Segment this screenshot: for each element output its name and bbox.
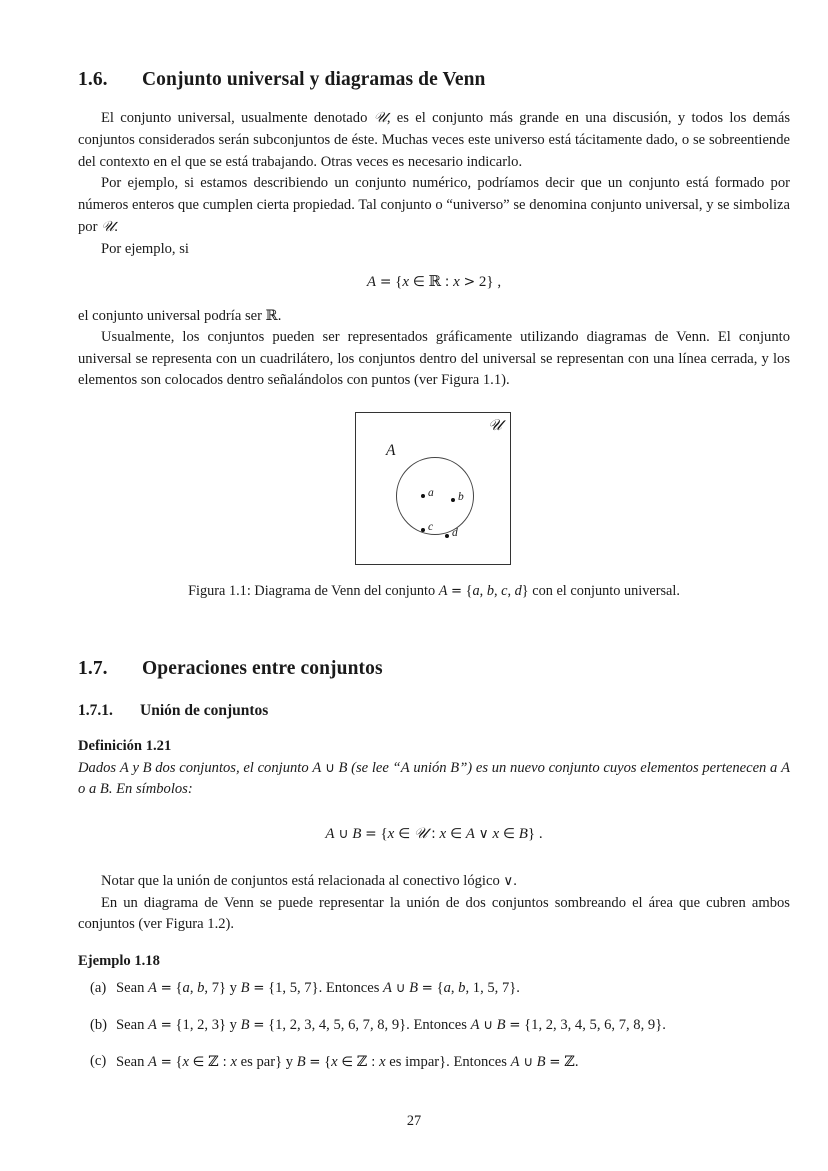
section-heading-1-6 [78,68,790,91]
section-number: 1.6. [78,69,108,90]
section-heading-1-7 [78,657,790,680]
equation-union-definition: A ∪ B = {x ∈ 𝒰 : x ∈ A ∨ x ∈ B} . [325,823,543,842]
list-item-text-c: Sean A = {x ∈ ℤ : x es par} y B = {x ∈ ℤ : x es impar}. Entonces A ∪ B = ℤ. [116,1053,579,1071]
paragraph-union-logical-connective: Notar que la unión de conjuntos está relacionada al conectivo lógico ∨. [101,872,517,889]
paragraph-universal-could-be-R: el conjunto universal podría ser ℝ. [78,306,282,324]
element-dot-c [421,528,425,532]
element-label-c: c [428,520,434,533]
list-item-label-c: (c) [90,1053,107,1070]
list-item [78,978,790,1000]
figure-caption-1-1: Figura 1.1: Diagrama de Venn del conjunto A = {a, b, c, d} con el conjunto universal. [188,582,680,599]
list-item [78,1015,790,1037]
equation-set-A-reals: A = {x ∈ ℝ : x > 2} , [366,271,502,290]
section-title-1-7: Operaciones entre conjuntos [142,657,383,679]
list-item [78,1051,790,1074]
section-title: Conjunto universal y diagramas de Venn [142,69,486,90]
paragraph-venn-union-shading: En un diagrama de Venn se puede representar la unión de dos conjuntos sombreando el área que cubren ambos conjuntos (ver Figura 1.2). [78,894,790,933]
paragraph-por-ejemplo-si: Por ejemplo, si [101,240,189,257]
page-number: 27 [406,1113,422,1129]
subsection-number: 1.7.1. [78,701,113,719]
subsection-heading-1-7-1 [78,702,790,721]
element-dot-b [451,498,455,502]
element-dot-a [421,494,425,498]
list-item-text-b: Sean A = {1, 2, 3} y B = {1, 2, 3, 4, 5, 6, 7, 8, 9}. Entonces A ∪ B = {1, 2, 3, 4, 5, 6, 7, 8, 9}. [116,1016,666,1033]
paragraph-venn-description: Usualmente, los conjuntos pueden ser representados gráficamente utilizando diagramas de Venn. El conjunto universal se representa con un cuadrilátero, los conjuntos dentro del universal se representan con una línea cerrada, y los elementos son colocados dentro señalándolos con puntos (ver Figura 1.1). [78,329,790,389]
list-item-label-a: (a) [90,979,107,996]
element-label-b: b [458,490,464,503]
paragraph-numeric-example: Por ejemplo, si estamos describiendo un conjunto numérico, podríamos decir que un conjunto está formado por números enteros que cumplen cierta propiedad. Tal conjunto o “universo” se denomina conjunto universal, y se simboliza por 𝒰. [78,175,790,236]
set-a-circle [396,457,474,539]
universal-set-label: 𝒰 [488,415,502,434]
element-dot-d [445,534,449,538]
subsection-title: Unión de conjuntos [140,701,269,719]
example-heading-1-18: Ejemplo 1.18 [78,952,160,969]
element-label-d: d [452,526,458,539]
definition-body-1-21: Dados A y B dos conjuntos, el conjunto A ∪ B (se lee “A unión B”) es un nuevo conjunto cuyos elementos pertenecen a A o a B. En símbolos: [78,759,790,798]
list-item-text-a: Sean A = {a, b, 7} y B = {1, 5, 7}. Entonces A ∪ B = {a, b, 1, 5, 7}. [116,979,520,996]
set-a-label: A [386,441,396,459]
venn-diagram [355,412,513,567]
paragraph-universal-set-intro: El conjunto universal, usualmente denotado 𝒰, es el conjunto más grande en una discusión, y todos los demás conjuntos considerados serán subconjuntos de éste. Muchas veces este universo está tácitamente dado, o se sobreentiende del contexto en el que se está trabajando. Otras veces es necesario indicarlo. [78,109,791,170]
definition-heading-1-21: Definición 1.21 [78,738,172,755]
section-number-1-7: 1.7. [78,657,108,679]
page-content [78,68,790,1089]
element-label-a: a [428,486,434,499]
example-list-1-18 [78,978,790,1074]
list-item-label-b: (b) [90,1016,108,1033]
